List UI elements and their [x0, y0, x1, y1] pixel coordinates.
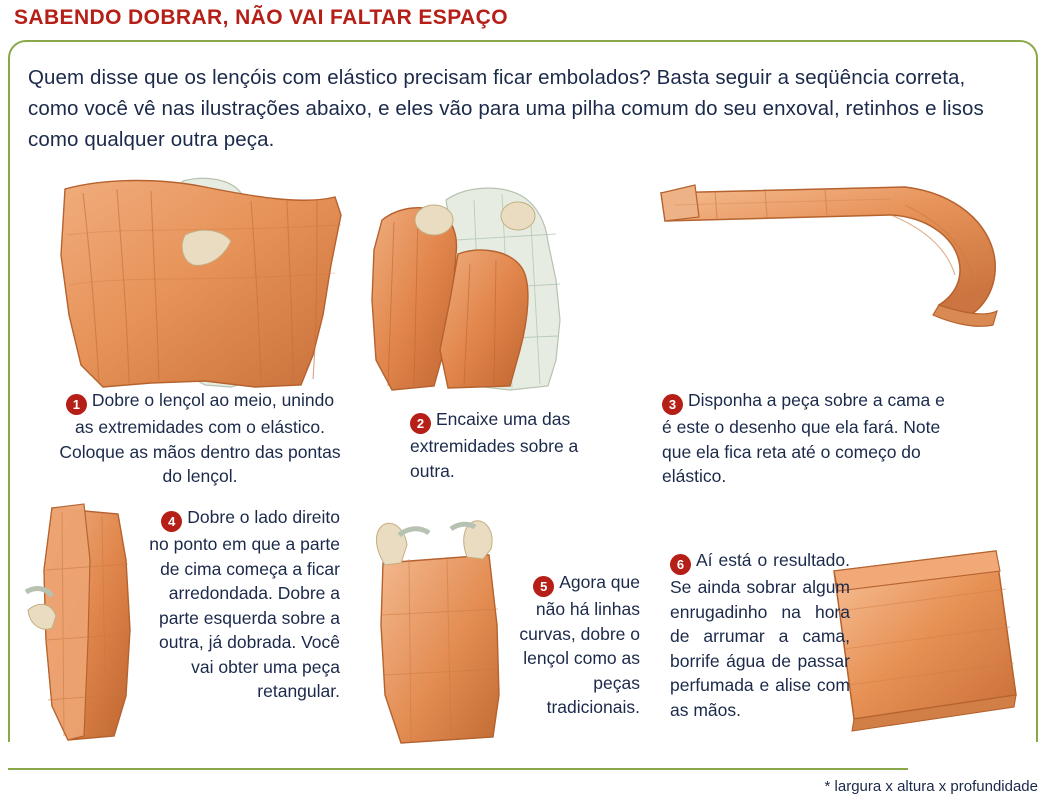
step-5-text	[500, 570, 640, 720]
step-4-number: 4	[161, 511, 182, 532]
step-5-label: Agora que não há linhas curvas, dobre o lençol como as peças tradicionais.	[519, 572, 640, 717]
step-4-text	[140, 505, 340, 704]
step-1-illustration	[55, 175, 345, 390]
step-6-number: 6	[670, 554, 691, 575]
step-1-label: Dobre o lençol ao meio, unindo as extremidades com o elástico. Coloque as mãos dentro das pontas do lençol.	[59, 390, 341, 486]
step-5-number: 5	[533, 576, 554, 597]
step-5-illustration	[355, 515, 510, 750]
step-1-number: 1	[66, 394, 87, 415]
page-title: SABENDO DOBRAR, NÃO VAI FALTAR ESPAÇO	[14, 6, 508, 29]
step-2-illustration	[370, 180, 590, 395]
step-3-text	[662, 388, 952, 489]
step-6-illustration	[820, 545, 1025, 735]
step-1-text	[55, 388, 345, 489]
footnote: * largura x altura x profundidade	[824, 778, 1038, 795]
bottom-rule	[8, 768, 908, 770]
step-3-label: Disponha a peça sobre a cama e é este o desenho que ela fará. Note que ela fica reta até o começo do elástico.	[662, 390, 945, 486]
step-3-number: 3	[662, 394, 683, 415]
intro-paragraph: Quem disse que os lençóis com elástico precisam ficar embolados? Basta seguir a seqüência correta, como você vê nas ilustrações abaixo, e eles vão para uma pilha comum do seu enxoval, retinhos e lisos como qualquer outra peça.	[28, 66, 984, 151]
step-6-text	[670, 548, 850, 722]
step-2-text	[410, 407, 610, 483]
step-4-illustration	[22, 500, 152, 750]
step-2-number: 2	[410, 413, 431, 434]
step-6-label: Aí está o resultado. Se ainda sobrar algum enrugadinho na hora de arrumar a cama, borrife água de passar perfumada e alise com as mãos.	[670, 550, 850, 720]
step-2-label: Encaixe uma das extremidades sobre a outra.	[410, 409, 579, 481]
step-4-label: Dobre o lado direito no ponto em que a parte de cima começa a ficar arredondada. Dobre a parte esquerda sobre a outra, já dobrada. Você vai obter uma peça retangular.	[149, 507, 340, 701]
step-3-illustration	[655, 183, 1005, 328]
